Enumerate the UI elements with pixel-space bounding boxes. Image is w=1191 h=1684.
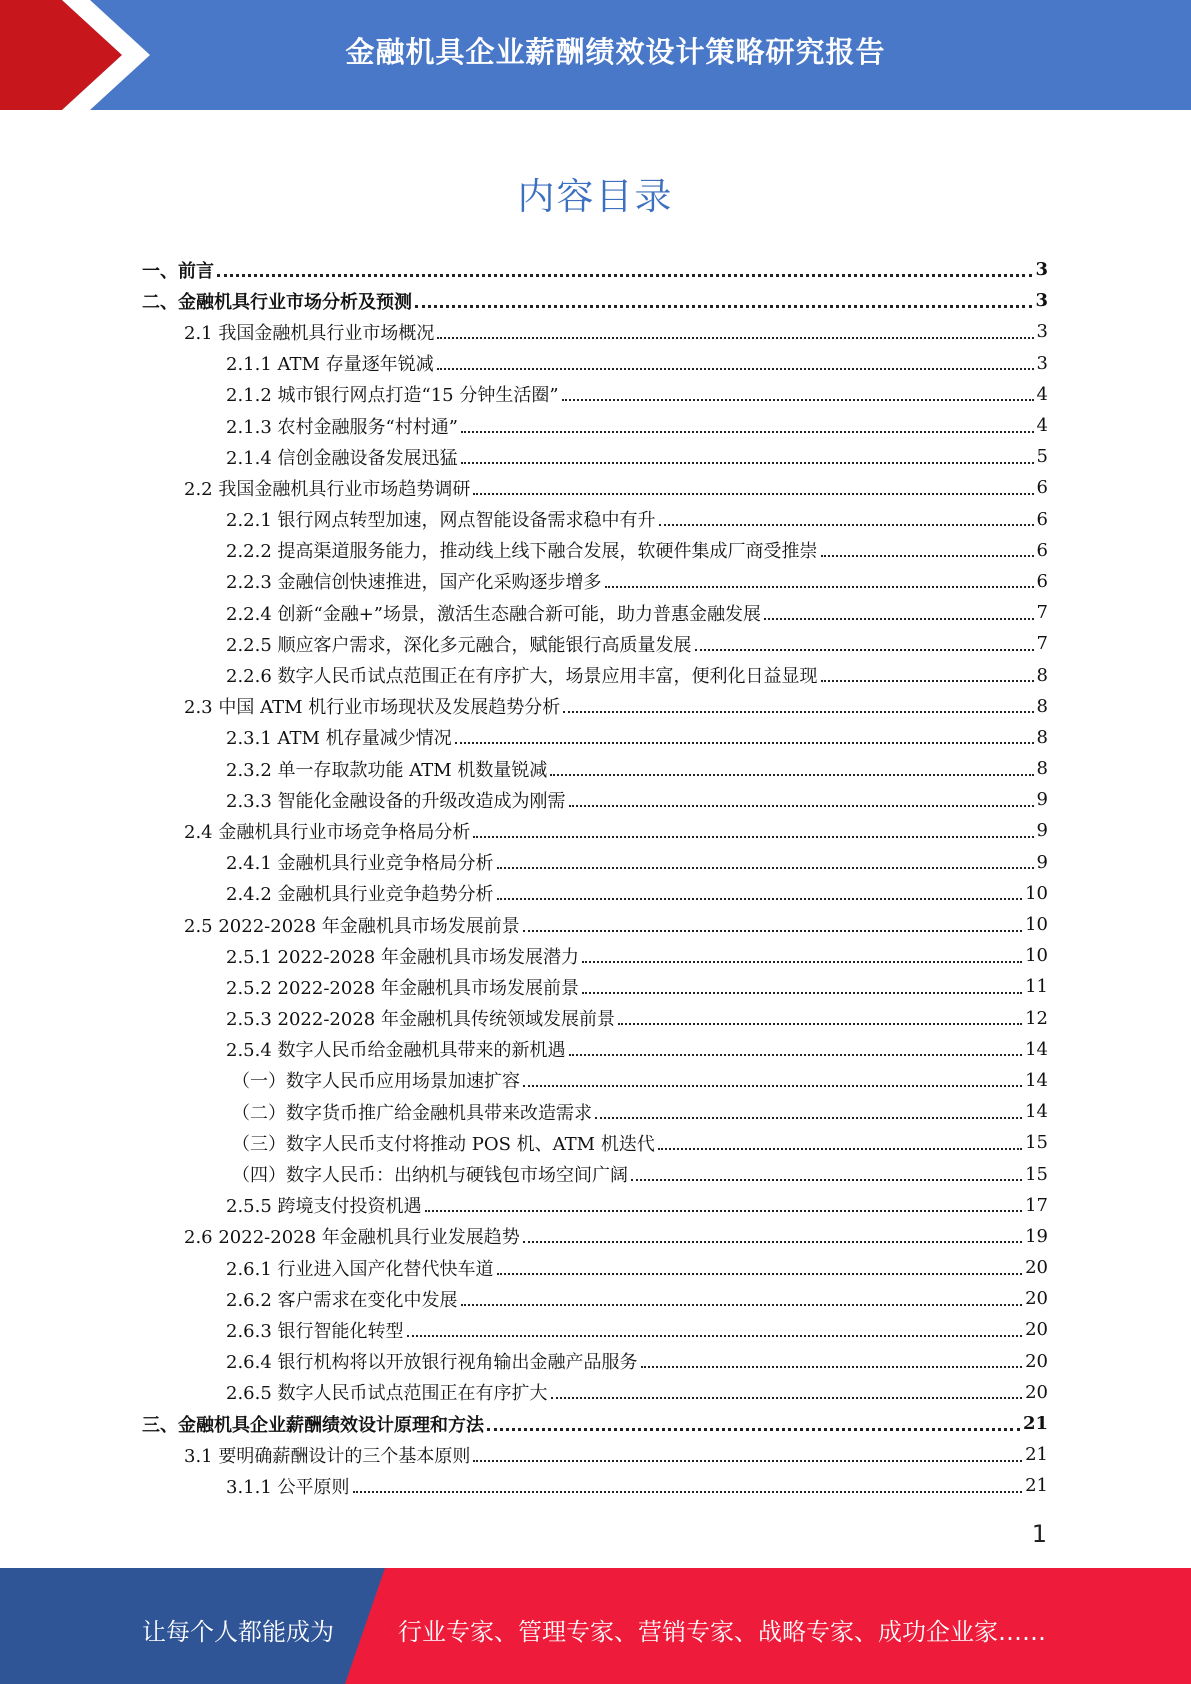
toc-entry-page: 19 [1025,1225,1048,1247]
toc-dot-leader [473,836,1033,838]
footer-slogan-left: 让每个人都能成为 [142,1618,334,1646]
toc-entry-page: 21 [1022,1413,1048,1435]
toc-entry[interactable] [142,285,1048,316]
toc-entry[interactable] [142,566,1048,597]
toc-entry[interactable] [142,410,1048,441]
toc-entry-label: （四）数字人民币：出纳机与硬钱包市场空间广阔 [232,1165,628,1187]
page-footer [0,1568,1191,1684]
toc-entry-label: 2.1 我国金融机具行业市场概况 [184,322,435,344]
toc-entry-label: 2.4.2 金融机具行业竞争趋势分析 [226,884,494,906]
toc-entry-label: 2.5.3 2022-2028 年金融机具传统领域发展前景 [226,1009,615,1031]
toc-dot-leader [569,1054,1023,1056]
toc-entry-page: 9 [1036,820,1048,842]
toc-entry-label: （三）数字人民币支付将推动 POS 机、ATM 机迭代 [232,1133,655,1155]
toc-entry-label: 3.1.1 公平原则 [226,1476,350,1498]
toc-dot-leader [550,774,1033,776]
toc-entry-page: 21 [1025,1475,1048,1497]
toc-dot-leader [631,1179,1022,1181]
toc-entry[interactable] [142,784,1048,815]
toc-dot-leader [497,867,1034,869]
toc-dot-leader [415,305,1032,308]
toc-dot-leader [461,431,1034,433]
toc-dot-leader [473,1460,1022,1462]
toc-dot-leader [487,1428,1020,1431]
toc-entry-label: 2.5.4 数字人民币给金融机具带来的新机遇 [226,1040,566,1062]
toc-dot-leader [563,711,1033,713]
toc-entry[interactable] [142,878,1048,909]
toc-entry-page: 11 [1025,976,1048,998]
toc-entry-label: 2.3.1 ATM 机存量减少情况 [226,728,452,750]
toc-entry-page: 5 [1036,446,1048,468]
toc-entry-label: 2.6 2022-2028 年金融机具行业发展趋势 [184,1227,520,1249]
toc-entry[interactable] [142,348,1048,379]
toc-entry-page: 20 [1025,1319,1048,1341]
toc-dot-leader [821,555,1034,557]
toc-entry[interactable] [142,597,1048,628]
toc-entry-label: 2.5.1 2022-2028 年金融机具市场发展潜力 [226,946,579,968]
toc-entry-page: 4 [1036,383,1048,405]
header-chevron-icon [0,0,160,110]
toc-entry-label: 3.1 要明确薪酬设计的三个基本原则 [184,1445,471,1467]
toc-entry-label: 一、前言 [142,260,214,282]
table-of-contents [142,254,1048,1502]
toc-entry-label: 2.2.3 金融信创快速推进，国产化采购逐步增多 [226,572,602,594]
toc-dot-leader [764,618,1034,620]
toc-entry[interactable] [142,441,1048,472]
toc-entry-page: 14 [1025,1069,1048,1091]
toc-dot-leader [658,1148,1022,1150]
toc-dot-leader [437,337,1033,339]
toc-dot-leader [595,1117,1022,1119]
toc-entry[interactable] [142,1034,1048,1065]
toc-dot-leader [582,992,1022,994]
toc-entry-page: 8 [1036,726,1048,748]
toc-entry-label: 2.2.1 银行网点转型加速，网点智能设备需求稳中有升 [226,510,656,532]
toc-entry[interactable] [142,940,1048,971]
toc-entry-label: 2.5.2 2022-2028 年金融机具市场发展前景 [226,977,579,999]
toc-entry[interactable] [142,971,1048,1002]
toc-entry-page: 14 [1025,1101,1048,1123]
page-number: 1 [1031,1520,1047,1548]
toc-dot-leader [437,368,1034,370]
footer-slogan-right: 行业专家、管理专家、营销专家、战略专家、成功企业家…… [398,1618,1046,1646]
toc-dot-leader [569,805,1034,807]
toc-entry[interactable] [142,1003,1048,1034]
toc-entry-page: 20 [1025,1381,1048,1403]
toc-entry-page: 6 [1036,539,1048,561]
toc-entry-page: 6 [1036,570,1048,592]
toc-entry-page: 9 [1036,789,1048,811]
toc-entry[interactable] [142,1158,1048,1189]
toc-entry[interactable] [142,1190,1048,1221]
toc-dot-leader [455,742,1034,744]
toc-dot-leader [497,898,1023,900]
toc-entry-label: 2.2 我国金融机具行业市场趋势调研 [184,478,471,500]
toc-entry[interactable] [142,504,1048,535]
toc-entry[interactable] [142,1314,1048,1345]
toc-entry[interactable] [142,1096,1048,1127]
toc-entry-page: 14 [1025,1038,1048,1060]
toc-entry[interactable] [142,1252,1048,1283]
toc-entry[interactable] [142,1470,1048,1501]
page-header [0,0,1191,110]
toc-entry-label: 2.6.1 行业进入国产化替代快车道 [226,1258,494,1280]
toc-entry-label: 2.3 中国 ATM 机行业市场现状及发展趋势分析 [184,697,561,719]
toc-dot-leader [523,1085,1022,1087]
toc-entry[interactable] [142,909,1048,940]
toc-entry[interactable] [142,1283,1048,1314]
toc-entry[interactable] [142,1127,1048,1158]
toc-dot-leader [461,1304,1023,1306]
toc-dot-leader [659,524,1034,526]
toc-entry[interactable] [142,1377,1048,1408]
toc-entry[interactable] [142,535,1048,566]
toc-entry-label: 三、金融机具企业薪酬绩效设计原理和方法 [142,1414,484,1436]
toc-entry-page: 7 [1036,633,1048,655]
toc-entry-label: 2.5 2022-2028 年金融机具市场发展前景 [184,915,520,937]
toc-entry-page: 3 [1036,321,1048,343]
toc-dot-leader [353,1491,1023,1493]
toc-entry-label: 2.4.1 金融机具行业竞争格局分析 [226,853,494,875]
toc-entry-label: （二）数字货币推广给金融机具带来改造需求 [232,1102,592,1124]
toc-entry-label: 2.1.3 农村金融服务“村村通” [226,416,458,438]
toc-entry-page: 15 [1025,1132,1048,1154]
toc-entry[interactable] [142,659,1048,690]
report-title: 金融机具企业薪酬绩效设计策略研究报告 [345,35,886,69]
toc-entry-label: 2.3.3 智能化金融设备的升级改造成为刚需 [226,790,566,812]
toc-entry-label: 2.1.2 城市银行网点打造“15 分钟生活圈” [226,385,559,407]
toc-dot-leader [461,462,1034,464]
toc-dot-leader [695,649,1034,651]
toc-entry-label: 2.4 金融机具行业市场竞争格局分析 [184,821,471,843]
toc-entry-label: 2.6.2 客户需求在变化中发展 [226,1289,458,1311]
toc-entry-page: 8 [1036,758,1048,780]
toc-entry-page: 17 [1025,1194,1048,1216]
toc-entry-label: 二、金融机具行业市场分析及预测 [142,291,412,313]
toc-dot-leader [407,1335,1023,1337]
toc-entry[interactable] [142,753,1048,784]
toc-entry-page: 10 [1025,945,1048,967]
toc-dot-leader [618,1023,1022,1025]
toc-entry-page: 8 [1036,664,1048,686]
toc-entry-page: 10 [1025,914,1048,936]
toc-entry-page: 8 [1036,695,1048,717]
toc-entry[interactable] [142,847,1048,878]
toc-dot-leader [605,586,1034,588]
toc-entry-label: 2.6.4 银行机构将以开放银行视角输出金融产品服务 [226,1352,638,1374]
toc-entry-label: 2.1.4 信创金融设备发展迅猛 [226,447,458,469]
toc-entry[interactable] [142,722,1048,753]
toc-entry-label: 2.1.1 ATM 存量逐年锐减 [226,354,434,376]
toc-entry[interactable] [142,316,1048,347]
toc-dot-leader [582,961,1022,963]
toc-entry-label: 2.6.3 银行智能化转型 [226,1320,404,1342]
toc-dot-leader [641,1366,1023,1368]
toc-entry-label: 2.5.5 跨境支付投资机遇 [226,1196,422,1218]
toc-entry[interactable] [142,815,1048,846]
toc-entry-page: 4 [1036,415,1048,437]
toc-entry-page: 6 [1036,477,1048,499]
toc-entry[interactable] [142,254,1048,285]
toc-entry-page: 3 [1035,290,1048,312]
toc-dot-leader [562,399,1034,401]
toc-entry-label: 2.2.6 数字人民币试点范围正在有序扩大，场景应用丰富，便利化日益显现 [226,666,818,688]
toc-entry-page: 20 [1025,1257,1048,1279]
toc-entry-page: 3 [1035,259,1048,281]
toc-entry-page: 12 [1025,1007,1048,1029]
toc-entry[interactable] [142,472,1048,503]
toc-entry[interactable] [142,379,1048,410]
toc-entry-page: 7 [1036,602,1048,624]
toc-dot-leader [473,493,1033,495]
toc-entry[interactable] [142,1408,1048,1439]
toc-entry-page: 10 [1025,882,1048,904]
toc-dot-leader [821,680,1034,682]
toc-entry[interactable] [142,1065,1048,1096]
toc-entry[interactable] [142,1221,1048,1252]
toc-entry-page: 20 [1025,1288,1048,1310]
toc-dot-leader [523,1241,1022,1243]
toc-entry-label: 2.6.5 数字人民币试点范围正在有序扩大 [226,1383,548,1405]
toc-dot-leader [497,1273,1023,1275]
toc-entry-page: 3 [1036,352,1048,374]
toc-entry-label: 2.2.4 创新“金融+”场景，激活生态融合新可能，助力普惠金融发展 [226,603,762,625]
toc-dot-leader [425,1210,1023,1212]
toc-entry-page: 21 [1025,1444,1048,1466]
toc-entry-page: 9 [1036,851,1048,873]
toc-entry-label: 2.2.5 顺应客户需求，深化多元融合，赋能银行高质量发展 [226,634,692,656]
toc-entry-label: 2.3.2 单一存取款功能 ATM 机数量锐减 [226,759,548,781]
toc-heading: 内容目录 [517,175,674,218]
toc-entry-label: （一）数字人民币应用场景加速扩容 [232,1071,520,1093]
toc-entry-label: 2.2.2 提高渠道服务能力，推动线上线下融合发展，软硬件集成厂商受推崇 [226,541,818,563]
toc-dot-leader [523,930,1022,932]
toc-dot-leader [217,274,1032,277]
toc-entry[interactable] [142,1346,1048,1377]
toc-entry-page: 15 [1025,1163,1048,1185]
toc-entry[interactable] [142,1439,1048,1470]
toc-entry[interactable] [142,691,1048,722]
toc-dot-leader [551,1397,1023,1399]
toc-entry-page: 20 [1025,1350,1048,1372]
toc-entry[interactable] [142,628,1048,659]
toc-entry-page: 6 [1036,508,1048,530]
